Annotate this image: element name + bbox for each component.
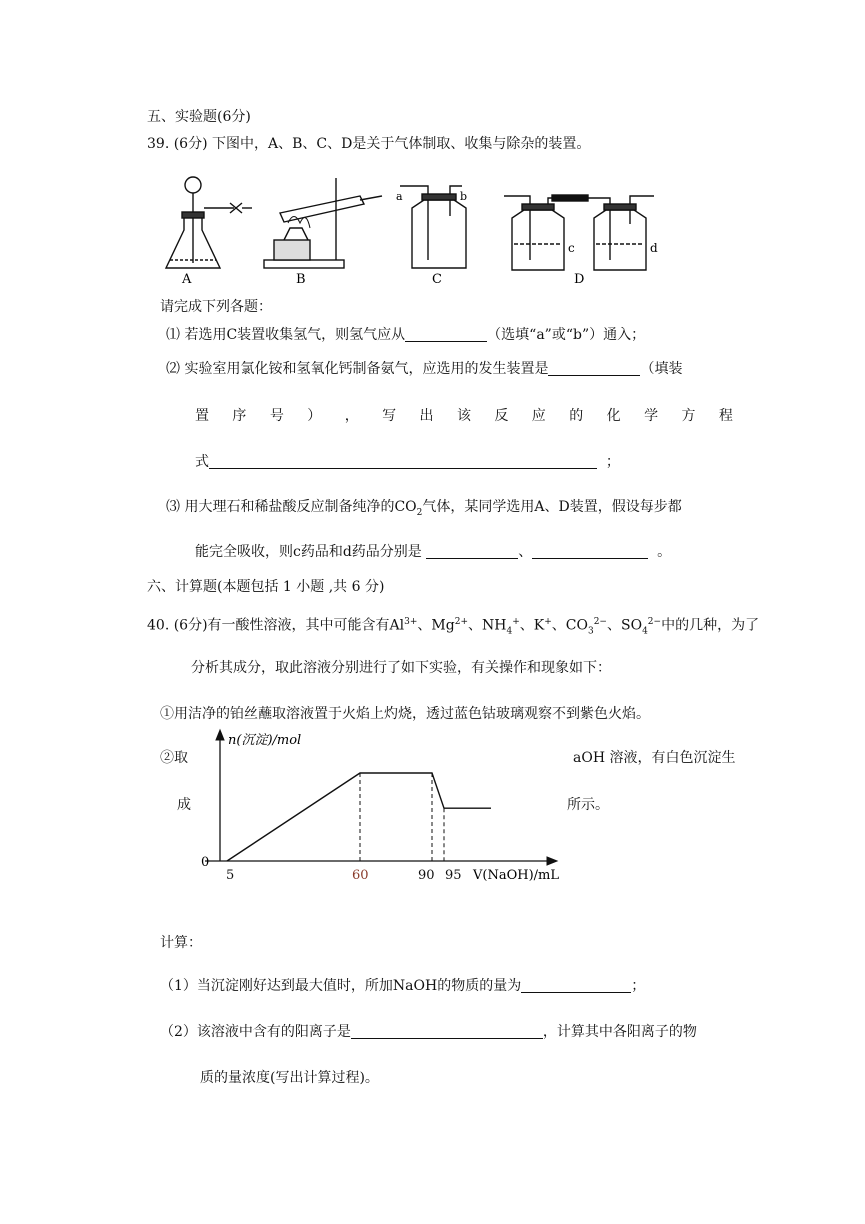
calc-part2-text-b: ，计算其中各阳离子的物 [542,1024,697,1040]
part2-line3-b: ； [605,454,620,470]
calc-part2-text: （2）该溶液中含有的阳离子是 [160,1024,351,1040]
q40-line4-b: aOH 溶液，有白色沉淀生 [573,750,736,766]
ion-charge: 2+ [454,617,468,627]
part2-char: 该 [456,408,471,424]
series-line [227,773,491,861]
part2-char: 序 [232,408,247,424]
calc-part2-line2: 质的量浓度(写出计算过程)。 [200,1070,379,1086]
calc-part1-end: ； [631,978,646,994]
part3-text-b: 气体，某同学选用A、D装置，假设每步都 [422,499,682,515]
part3-end: 。 [657,544,672,560]
origin-label: 0 [201,855,210,870]
q39-part3-line1 [166,497,682,523]
q39-part2-line2 [195,406,733,426]
ion-charge: + [544,617,552,627]
q40-text: 、NH [468,617,507,634]
x-tick-label-60: 60 [352,868,369,883]
section6-heading: 六、计算题(本题包括 1 小题 ,共 6 分) [147,579,385,595]
apparatus-c-label: C [432,272,442,287]
part1-text-b: （选填“a”或“b”）通入； [487,327,646,343]
part2-text-b: （填装 [640,361,683,377]
part2-char: 化 [606,408,621,424]
q39-part1 [166,325,645,345]
part2-char: ， [344,408,359,424]
part3-number: ⑶ [166,499,180,515]
part2-char: 方 [681,408,696,424]
section5-heading: 五、实验题(6分) [147,109,251,125]
part1-answer-blank[interactable] [405,327,487,342]
q39-intro: 请完成下列各题： [160,299,272,315]
label-c: c [568,241,575,255]
apparatus-b [264,178,382,268]
apparatus-a [166,177,252,268]
ion-charge: + [512,617,520,627]
ion-subscript: 4 [506,626,513,637]
x-tick-label-90: 90 [418,868,435,883]
q40-text: 、SO [606,617,643,634]
q40-text: 、CO [551,617,588,634]
part3-d-blank[interactable] [532,544,648,559]
apparatus-d [504,195,654,270]
part2-text-a: 实验室用氯化铵和氢氧化钙制备氨气，应选用的发生装置是 [184,361,549,377]
q39-part2-line1 [166,359,682,379]
q40-line5-a: 成 [177,797,191,813]
part3-sep: 、 [518,544,533,560]
calc-label: 计算： [160,935,202,951]
q40-line5-b: 所示。 [567,797,609,813]
q40-line4-a: ②取 [160,750,188,766]
label-d: d [650,241,658,255]
part2-device-blank[interactable] [548,361,640,376]
q40-line1 [147,612,759,641]
part2-number: ⑵ [166,361,180,377]
part2-char: 应 [531,408,546,424]
apparatus-b-label: B [296,272,306,287]
part1-number: ⑴ [166,327,180,343]
part3-sub: 2 [416,507,423,518]
calc-part1-text: （1）当沉淀刚好达到最大值时，所加NaOH的物质的量为 [160,978,522,994]
part1-text-a: 若选用C装置收集氢气，则氢气应从 [184,327,406,343]
calc-part2 [160,1022,697,1042]
part2-equation-blank[interactable] [209,454,597,469]
x-axis-label: V(NaOH)/mL [473,868,559,883]
q40-text: 40. (6分)有一酸性溶液，其中可能含有Al [147,617,405,634]
q40-text: 、K [519,617,545,634]
precipitate-chart [195,726,567,886]
q39-stem: 39. (6分) 下图中，A、B、C、D是关于气体制取、收集与除杂的装置。 [147,136,591,152]
calc-part1-blank[interactable] [521,978,631,993]
apparatus-figure [160,168,660,288]
part3-c-blank[interactable] [426,544,518,559]
calc-part2-blank[interactable] [351,1024,543,1039]
calc-part1 [160,976,645,996]
q40-text: 、Mg [417,617,455,634]
part2-char: ） [307,408,322,424]
x-tick-label-95: 95 [445,868,462,883]
ion-charge: 3+ [404,617,418,627]
q39-part2-line3 [195,452,620,472]
y-axis-arrow [216,730,224,740]
part2-char: 号 [269,408,284,424]
apparatus-d-label: D [574,272,585,287]
part2-char: 程 [718,408,733,424]
tube-b-label: b [460,190,468,203]
ion-subscript: 3 [587,626,594,637]
part2-char: 学 [644,408,659,424]
x-tick-label-5: 5 [226,868,235,883]
part3-line2-a: 能完全吸收，则c药品和d药品分别是 [195,544,422,560]
part2-char: 写 [382,408,397,424]
part2-char: 出 [419,408,434,424]
q39-part3-line2 [195,542,671,562]
q40-line3: ①用洁净的铂丝蘸取溶液置于火焰上灼烧，透过蓝色钴玻璃观察不到紫色火焰。 [160,706,650,722]
part3-text-a: 用大理石和稀盐酸反应制备纯净的CO [184,499,417,515]
y-axis-label: n(沉淀)/mol [228,733,302,748]
ion-charge: 2− [647,617,662,627]
apparatus-c [400,186,466,268]
part2-line3-a: 式 [195,454,209,470]
part2-char: 置 [195,408,209,424]
ion-charge: 2− [593,617,607,627]
apparatus-a-label: A [182,272,192,287]
x-axis-arrow [547,857,557,865]
part2-char: 反 [494,408,509,424]
tube-a-label: a [396,190,403,203]
ion-subscript: 4 [642,626,648,637]
q40-line2: 分析其成分，取此溶液分别进行了如下实验，有关操作和现象如下： [191,660,611,676]
q40-text: 中的几种，为了 [661,617,760,634]
part2-char: 的 [569,408,584,424]
